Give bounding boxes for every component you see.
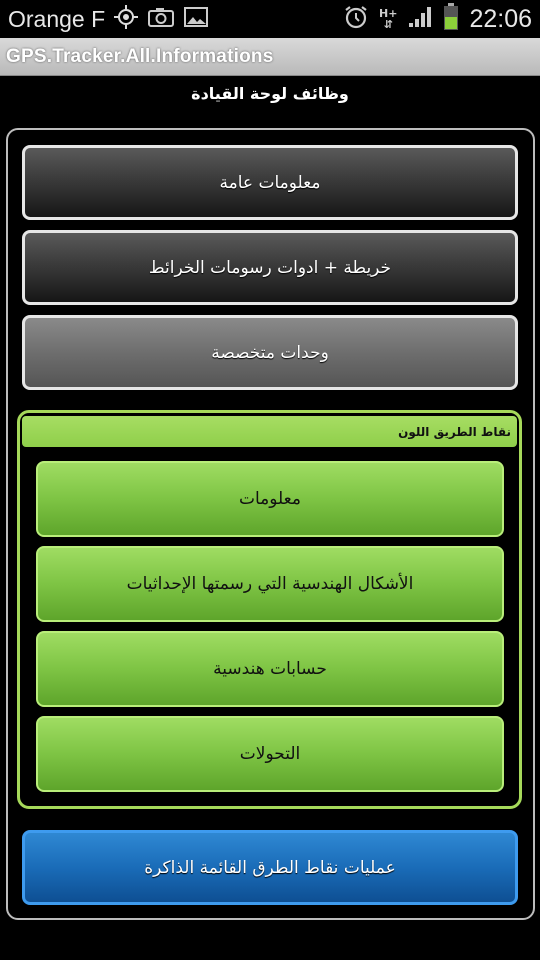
transformations-button[interactable] <box>36 716 504 792</box>
geometric-calculations-label: حسابات هندسية <box>213 659 327 679</box>
memory-waypoints-button[interactable] <box>22 830 518 905</box>
units-button[interactable] <box>22 315 518 390</box>
signal-icon <box>407 5 433 33</box>
carrier-name: Orange F <box>8 5 106 32</box>
gallery-icon <box>183 5 209 33</box>
transformations-label: التحولات <box>239 744 301 764</box>
waypoint-info-label: معلومات <box>238 489 301 509</box>
dashboard-title: وظائف لوحة القيادة <box>191 84 349 103</box>
colored-waypoints-header-label: نقاط الطريق اللون <box>398 424 511 439</box>
status-bar <box>0 0 540 38</box>
geometric-shapes-button[interactable] <box>36 546 504 622</box>
alarm-icon <box>343 4 369 34</box>
geometric-shapes-label: الأشكال الهندسية التي رسمتها الإحداثيات <box>126 574 414 594</box>
waypoint-info-button[interactable] <box>36 461 504 537</box>
battery-icon <box>443 3 459 35</box>
clock: 22:06 <box>469 4 532 33</box>
gps-icon <box>113 4 139 34</box>
units-label: وحدات متخصصة <box>211 342 329 363</box>
map-tools-label: خريطة + ادوات رسومات الخرائط <box>148 257 392 278</box>
general-info-label: معلومات عامة <box>219 172 321 193</box>
colored-waypoints-header <box>22 416 517 447</box>
network-type: H+ <box>379 7 398 20</box>
app-title: GPS.Tracker.All.Informations <box>6 45 274 67</box>
general-info-button[interactable] <box>22 145 518 220</box>
camera-icon <box>147 5 175 33</box>
geometric-calculations-button[interactable] <box>36 631 504 707</box>
map-tools-button[interactable] <box>22 230 518 305</box>
data-icon <box>379 8 397 30</box>
memory-waypoints-label: عمليات نقاط الطرق القائمة الذاكرة <box>144 857 396 878</box>
data-arrows-icon: ⇵ <box>383 18 393 31</box>
app-title-bar <box>0 38 540 76</box>
